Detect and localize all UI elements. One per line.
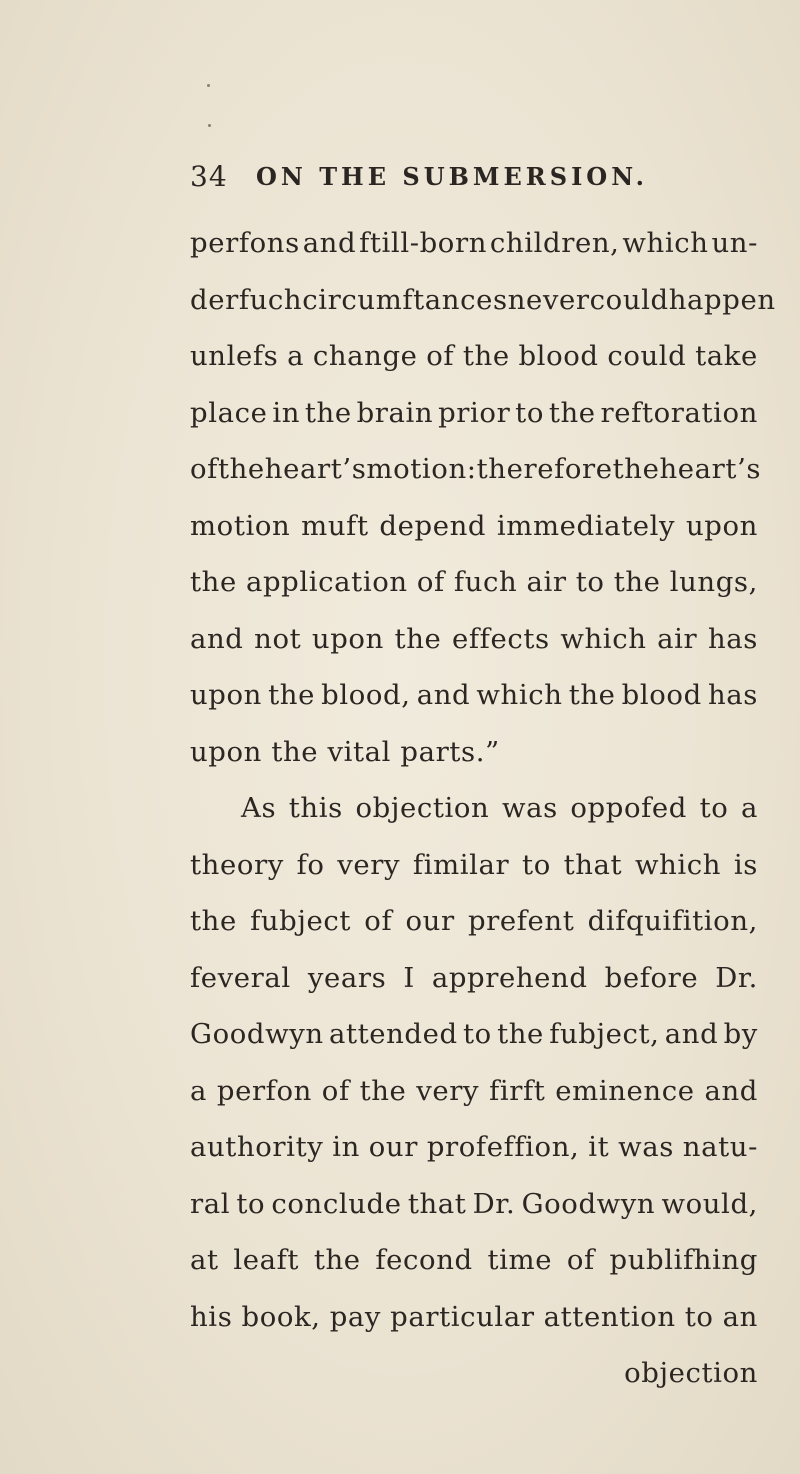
word: which xyxy=(622,227,709,259)
word: the xyxy=(268,679,315,711)
word: the xyxy=(497,1018,544,1050)
word: therefore xyxy=(476,453,613,485)
word: the xyxy=(462,340,510,372)
word: has xyxy=(707,679,758,711)
word: ral xyxy=(190,1187,231,1220)
word: a xyxy=(287,340,305,372)
word: effects xyxy=(452,622,550,655)
word: a xyxy=(190,1074,207,1107)
word: the xyxy=(313,1244,361,1276)
word: fo xyxy=(296,848,325,881)
word: objection xyxy=(355,792,490,824)
word: to xyxy=(515,396,544,429)
body-text xyxy=(190,215,776,1402)
word: of xyxy=(566,1244,595,1276)
word: brain xyxy=(356,396,434,429)
text-line xyxy=(190,215,758,272)
word: and xyxy=(704,1074,758,1107)
text-line xyxy=(190,554,758,611)
word: was xyxy=(501,792,558,824)
word: of xyxy=(321,1074,350,1107)
word: children, xyxy=(489,227,620,259)
word: the xyxy=(548,396,596,429)
word: which xyxy=(560,622,647,655)
word: to xyxy=(684,1300,714,1333)
word: take xyxy=(695,340,758,372)
text-line xyxy=(190,272,776,329)
word: upon xyxy=(311,622,384,655)
word: of xyxy=(364,905,393,937)
word: blood xyxy=(621,679,702,711)
word: not xyxy=(254,622,302,655)
word: particular xyxy=(390,1300,535,1333)
word: this xyxy=(288,792,343,824)
word: prefent xyxy=(467,905,575,937)
word: the xyxy=(612,453,660,485)
text-line xyxy=(190,780,758,837)
word: immediately xyxy=(496,509,676,542)
word: the xyxy=(394,622,442,655)
word: Goodwyn xyxy=(521,1187,656,1220)
word: time xyxy=(487,1244,553,1276)
text-line xyxy=(190,893,758,950)
paper-speck xyxy=(207,84,210,87)
word: oppofed xyxy=(570,792,687,824)
word: leaft xyxy=(233,1244,300,1276)
word: of xyxy=(416,566,445,598)
word: to xyxy=(522,848,551,881)
word: muft xyxy=(301,509,369,542)
word: air xyxy=(526,566,567,598)
word: application xyxy=(245,566,408,598)
word: place xyxy=(190,396,268,429)
word: perfons xyxy=(190,227,300,259)
word: of xyxy=(190,453,218,485)
word: the xyxy=(568,679,616,711)
word: I xyxy=(403,961,415,994)
word: to xyxy=(575,566,605,598)
page-number: 34 xyxy=(190,160,228,193)
word: motion: xyxy=(366,453,477,485)
word: perfon xyxy=(216,1074,312,1107)
text-line xyxy=(190,498,758,555)
text-line-content: upon the vital parts.” xyxy=(190,735,500,768)
word: prior xyxy=(438,396,511,429)
word: air xyxy=(657,622,698,655)
word: heart’s xyxy=(659,453,762,485)
word: Dr. xyxy=(472,1187,516,1220)
word: a xyxy=(740,792,758,824)
word: attention xyxy=(543,1300,676,1333)
word: motion xyxy=(190,509,291,542)
word: never xyxy=(507,283,590,316)
word: and xyxy=(416,679,471,711)
word: our xyxy=(368,1131,418,1163)
word: un- xyxy=(711,227,758,259)
word: heart’s xyxy=(264,453,367,485)
word: could xyxy=(607,340,687,372)
word: happen xyxy=(668,283,776,316)
word: blood, xyxy=(321,679,411,711)
text-line xyxy=(190,724,758,781)
running-head: ON THE SUBMERSION. xyxy=(256,162,648,191)
page-header xyxy=(190,160,800,200)
word: book, xyxy=(241,1300,321,1333)
word: at xyxy=(190,1244,219,1276)
word: apprehend xyxy=(431,961,588,994)
word: and xyxy=(190,622,244,655)
word: pay xyxy=(329,1300,382,1333)
word: depend xyxy=(379,509,487,542)
word: to xyxy=(463,1018,492,1050)
word: that xyxy=(407,1187,467,1220)
word: change xyxy=(312,340,418,372)
word: the xyxy=(613,566,661,598)
word: is xyxy=(733,848,758,881)
catchword-line xyxy=(190,1345,758,1402)
word: attended xyxy=(328,1018,458,1050)
word: the xyxy=(359,1074,407,1107)
word: firft xyxy=(489,1074,546,1107)
word: lungs, xyxy=(669,566,758,598)
text-line xyxy=(190,441,762,498)
word: by xyxy=(723,1018,758,1050)
word: fuch xyxy=(453,566,518,598)
word: and xyxy=(664,1018,719,1050)
word: fecond xyxy=(375,1244,473,1276)
word: before xyxy=(604,961,699,994)
word: the xyxy=(304,396,352,429)
word: ftill-born xyxy=(359,227,488,259)
word: an xyxy=(722,1300,758,1333)
catchword: objection xyxy=(624,1357,758,1389)
word: Goodwyn xyxy=(190,1018,324,1050)
word: authority xyxy=(190,1131,324,1163)
text-line xyxy=(190,1063,758,1120)
word: fimilar xyxy=(412,848,510,881)
word: which xyxy=(476,679,563,711)
word: fuch xyxy=(238,283,303,316)
word: was xyxy=(618,1131,674,1163)
word: and xyxy=(302,227,357,259)
text-line xyxy=(190,1232,758,1289)
text-line xyxy=(190,1006,758,1063)
text-line xyxy=(190,667,758,724)
word: in xyxy=(332,1131,360,1163)
word: very xyxy=(416,1074,480,1107)
word: the xyxy=(190,905,237,937)
word: profeffion, xyxy=(426,1131,580,1163)
word: it xyxy=(588,1131,610,1163)
word: in xyxy=(272,396,301,429)
word: circumftances xyxy=(302,283,508,316)
word: the xyxy=(217,453,265,485)
word: which xyxy=(634,848,722,881)
text-line xyxy=(190,1176,758,1233)
word: to xyxy=(236,1187,266,1220)
word: Dr. xyxy=(715,961,758,994)
word: his xyxy=(190,1300,233,1333)
word: fubject, xyxy=(549,1018,660,1050)
text-line xyxy=(190,385,758,442)
word: difquifition, xyxy=(587,905,758,937)
word: fubject xyxy=(250,905,352,937)
text-line xyxy=(190,328,758,385)
word: very xyxy=(337,848,401,881)
word: natu- xyxy=(682,1131,758,1163)
text-line xyxy=(190,1119,758,1176)
word: conclude xyxy=(271,1187,402,1220)
word: der xyxy=(190,283,239,316)
word: that xyxy=(563,848,623,881)
word: could xyxy=(589,283,669,316)
word: to xyxy=(699,792,729,824)
word: As xyxy=(241,792,277,824)
word: upon xyxy=(190,679,262,711)
word: reftoration xyxy=(600,396,758,429)
word: publifhing xyxy=(609,1244,758,1276)
text-line xyxy=(190,1289,758,1346)
word: unlefs xyxy=(190,340,279,372)
word: would, xyxy=(661,1187,758,1220)
word: years xyxy=(307,961,387,994)
text-line xyxy=(190,950,758,1007)
word: our xyxy=(405,905,455,937)
text-line xyxy=(190,611,758,668)
word: feveral xyxy=(190,961,291,994)
word: the xyxy=(190,566,237,598)
paper-speck xyxy=(208,124,211,127)
word: theory xyxy=(190,848,284,881)
word: of xyxy=(426,340,455,372)
word: blood xyxy=(518,340,599,372)
word: eminence xyxy=(555,1074,695,1107)
word: upon xyxy=(685,509,758,542)
word: has xyxy=(707,622,758,655)
text-line xyxy=(190,837,758,894)
